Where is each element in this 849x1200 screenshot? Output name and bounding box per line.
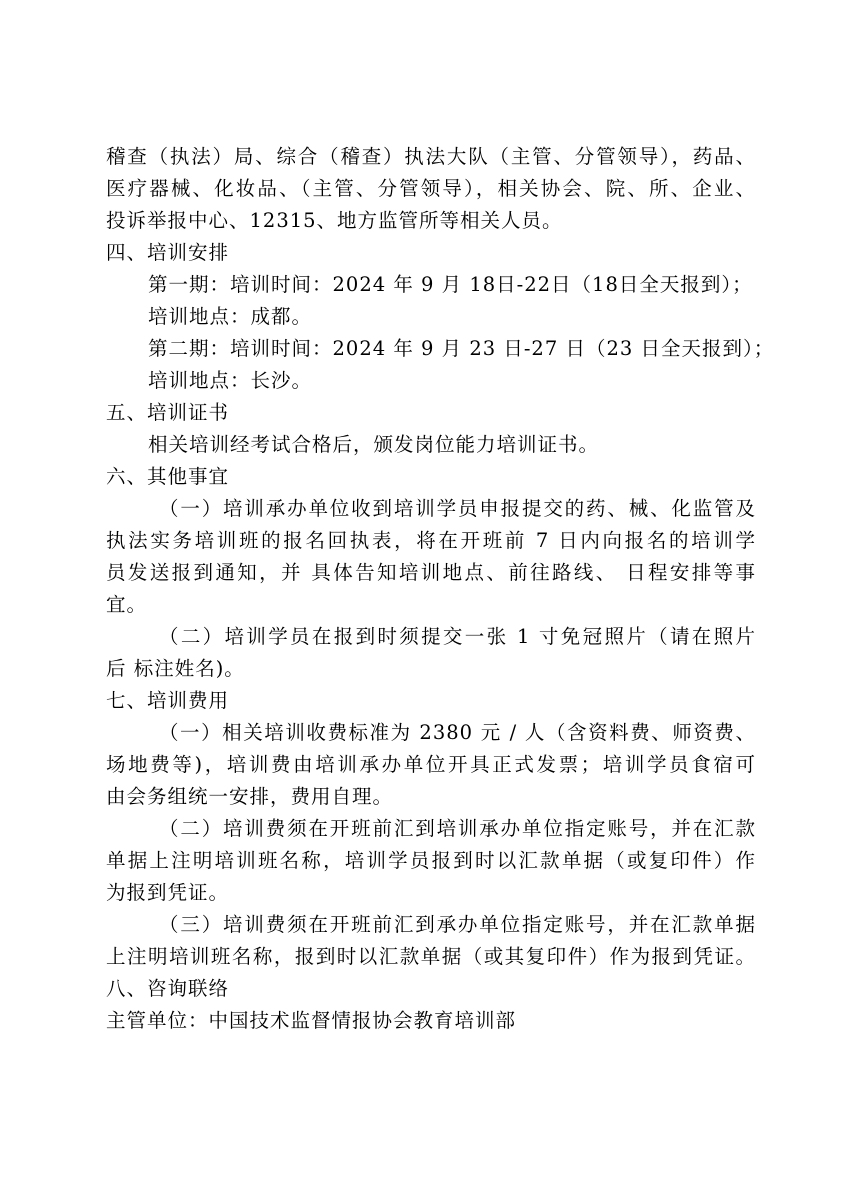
section-5-heading: 五、培训证书 — [106, 401, 230, 424]
section-7-para-2-line-1: （二）培训费须在开班前汇到培训承办单位指定账号，并在汇款 — [159, 817, 756, 840]
section-6-para-1-line-2: 执法实务培训班的报名回执表，将在开班前 7 日内向报名的培训学 — [106, 529, 756, 552]
section-5-line-1: 相关培训经考试合格后，颁发岗位能力培训证书。 — [148, 433, 600, 456]
section-4-line-3: 第二期：培训时间：2024 年 9 月 23 日-27 日（23 日全天报到）； — [148, 337, 775, 360]
section-6-para-2-line-1: （二）培训学员在报到时须提交一张 1 寸免冠照片（请在照片 — [159, 625, 756, 648]
section-8-heading: 八、咨询联络 — [106, 977, 230, 1000]
section-4-line-4: 培训地点：长沙。 — [148, 369, 313, 392]
intro-line-1: 稽查（执法）局、综合（稽查）执法大队（主管、分管领导），药品、 — [106, 145, 756, 168]
section-6-para-2-line-2: 后 标注姓名)。 — [106, 657, 245, 680]
intro-line-3: 投诉举报中心、12315、地方监管所等相关人员。 — [106, 209, 563, 232]
section-4-line-1: 第一期：培训时间：2024 年 9 月 18日-22日（18日全天报到）； — [148, 273, 753, 296]
section-7-para-2-line-2: 单据上注明培训班名称，培训学员报到时以汇款单据（或复印件）作 — [106, 849, 756, 872]
section-7-para-3-line-2: 上注明培训班名称，报到时以汇款单据（或其复印件）作为报到凭证。 — [106, 945, 756, 968]
section-8-line-1: 主管单位：中国技术监督情报协会教育培训部 — [106, 1009, 517, 1032]
section-7-para-1-line-1: （一）相关培训收费标准为 2380 元 / 人（含资料费、师资费、 — [159, 721, 756, 744]
section-6-para-1-line-4: 宜。 — [106, 593, 148, 616]
section-7-para-1-line-2: 场地费等)，培训费由培训承办单位开具正式发票；培训学员食宿可 — [106, 753, 756, 776]
section-4-heading: 四、培训安排 — [106, 241, 230, 264]
intro-line-2: 医疗器械、化妆品、（主管、分管领导），相关协会、院、所、企业、 — [106, 177, 756, 200]
section-6-heading: 六、其他事宜 — [106, 465, 230, 488]
section-7-para-2-line-3: 为报到凭证。 — [106, 881, 230, 904]
section-7-para-1-line-3: 由会务组统一安排，费用自理。 — [106, 785, 394, 808]
section-6-para-1-line-1: （一）培训承办单位收到培训学员申报提交的药、械、化监管及 — [159, 497, 756, 520]
document-body — [106, 141, 775, 1037]
section-6-para-1-line-3: 员发送报到通知，并 具体告知培训地点、前往路线、 日程安排等事 — [106, 561, 756, 584]
section-7-para-3-line-1: （三）培训费须在开班前汇到承办单位指定账号，并在汇款单据 — [159, 913, 756, 936]
section-4-line-2: 培训地点：成都。 — [148, 305, 313, 328]
section-7-heading: 七、培训费用 — [106, 689, 230, 712]
